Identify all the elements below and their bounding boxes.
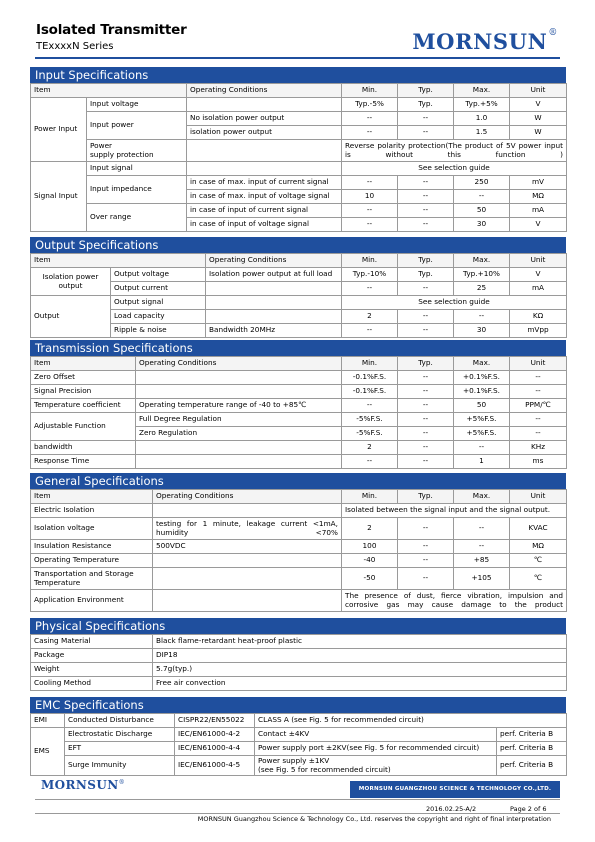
document-title: Isolated Transmitter — [36, 22, 187, 38]
table-header: Item Operating Conditions Min. Typ. Max. Unit — [31, 357, 567, 371]
table-row: Adjustable Function Full Degree Regulation -5%F.S. -- +5%F.S. -- — [31, 413, 567, 427]
table-row: Output current -- -- 25 mA — [31, 282, 567, 296]
output-specifications — [30, 237, 566, 338]
physical-spec-table — [30, 634, 567, 691]
section-title: General Specifications — [30, 473, 566, 489]
table-row: Zero Regulation -5%F.S. -- +5%F.S. -- — [31, 427, 567, 441]
table-row: Input power No isolation power output -- -- 1.0 W — [31, 112, 567, 126]
table-row: Signal Precision -0.1%F.S. -- +0.1%F.S. -- — [31, 385, 567, 399]
footer-divider — [35, 813, 560, 814]
table-header: Item Operating Conditions Min. Typ. Max. Unit — [31, 490, 567, 504]
section-title: Input Specifications — [30, 67, 566, 83]
table-row: Application Environment The presence of dust, fierce vibration, impulsion and corrosive gas may cause damage to the product — [31, 590, 567, 612]
table-header: Item Operating Conditions Min. Typ. Max. Unit — [31, 84, 567, 98]
emc-specifications — [30, 697, 566, 776]
table-row: Casing Material Black flame-retardant heat-proof plastic — [31, 635, 567, 649]
table-row: Package DIP18 — [31, 649, 567, 663]
copyright-notice: MORNSUN Guangzhou Science & Technology Co., Ltd. reserves the copyright and right of final interpretation — [197, 815, 551, 823]
table-row: Isolation voltage testing for 1 minute, leakage current <1mA, humidity <70% 2 -- -- KVAC — [31, 518, 567, 540]
table-row: Signal Input Input signal See selection guide — [31, 162, 567, 176]
table-row: Temperature coefficient Operating temperature range of -40 to +85℃ -- -- 50 PPM/℃ — [31, 399, 567, 413]
table-row: Electric Isolation Isolated between the signal input and the signal output. — [31, 504, 567, 518]
table-row: EMI Conducted Disturbance CISPR22/EN55022 CLASS A (see Fig. 5 for recommended circuit) — [31, 714, 567, 728]
table-row: Transportation and Storage Temperature -50 -- +105 ℃ — [31, 568, 567, 590]
table-row: Zero Offset -0.1%F.S. -- +0.1%F.S. -- — [31, 371, 567, 385]
table-row: in case of max. input of voltage signal 10 -- -- MΩ — [31, 190, 567, 204]
section-title: Transmission Specifications — [30, 340, 566, 356]
input-spec-table — [30, 83, 567, 232]
table-row: Output Output signal See selection guide — [31, 296, 567, 310]
emc-spec-table — [30, 713, 567, 776]
general-specifications — [30, 473, 566, 612]
table-row: isolation power output -- -- 1.5 W — [31, 126, 567, 140]
input-specifications — [30, 67, 566, 232]
mornsun-logo: MORNSUN® — [412, 28, 558, 54]
series-name: TExxxxN Series — [36, 41, 114, 52]
table-row: EMS Electrostatic Discharge IEC/EN61000-4-2 Contact ±4KV perf. Criteria B — [31, 728, 567, 742]
table-row: Isolation power output Output voltage Isolation power output at full load Typ.-10% Typ. Typ.+10% V — [31, 268, 567, 282]
table-row: Insulation Resistance 500VDC 100 -- -- MΩ — [31, 540, 567, 554]
table-row: bandwidth 2 -- -- KHz — [31, 441, 567, 455]
table-row: EFT IEC/EN61000-4-4 Power supply port ±2KV(see Fig. 5 for recommended circuit) perf. Criteria B — [31, 742, 567, 756]
table-header: Item Operating Conditions Min. Typ. Max. Unit — [31, 254, 567, 268]
table-row: Surge Immunity IEC/EN61000-4-5 Power supply ±1KV (see Fig. 5 for recommended circuit) perf. Criteria B — [31, 756, 567, 776]
table-row: Power supply protection Reverse polarity protection(The product of 5V power input is without this function ) — [31, 140, 567, 162]
table-row: Weight 5.7g(typ.) — [31, 663, 567, 677]
table-row: Power Input Input voltage Typ.-5% Typ. Typ.+5% V — [31, 98, 567, 112]
page-number: Page 2 of 6 — [510, 805, 547, 813]
table-row: Input impedance in case of max. input of current signal -- -- 250 mV — [31, 176, 567, 190]
general-spec-table — [30, 489, 567, 612]
physical-specifications — [30, 618, 566, 691]
output-spec-table — [30, 253, 567, 338]
section-title: Physical Specifications — [30, 618, 566, 634]
transmission-spec-table — [30, 356, 567, 469]
table-row: Operating Temperature -40 -- +85 ℃ — [31, 554, 567, 568]
section-title: EMC Specifications — [30, 697, 566, 713]
transmission-specifications — [30, 340, 566, 469]
table-row: Over range in case of input of current signal -- -- 50 mA — [31, 204, 567, 218]
header-divider — [35, 57, 560, 59]
table-row: Ripple & noise Bandwidth 20MHz -- -- 30 mVpp — [31, 324, 567, 338]
footer-logo: MORNSUN® — [41, 778, 125, 792]
table-row: Response Time -- -- 1 ms — [31, 455, 567, 469]
table-row: in case of input of voltage signal -- -- 30 V — [31, 218, 567, 232]
section-title: Output Specifications — [30, 237, 566, 253]
footer-divider — [35, 799, 560, 800]
table-row: Load capacity 2 -- -- KΩ — [31, 310, 567, 324]
table-row: Cooling Method Free air convection — [31, 677, 567, 691]
document-version: 2016.02.25-A/2 — [426, 805, 477, 813]
footer-company-bar: MORNSUN GUANGZHOU SCIENCE & TECHNOLOGY CO.,LTD. — [350, 781, 560, 798]
